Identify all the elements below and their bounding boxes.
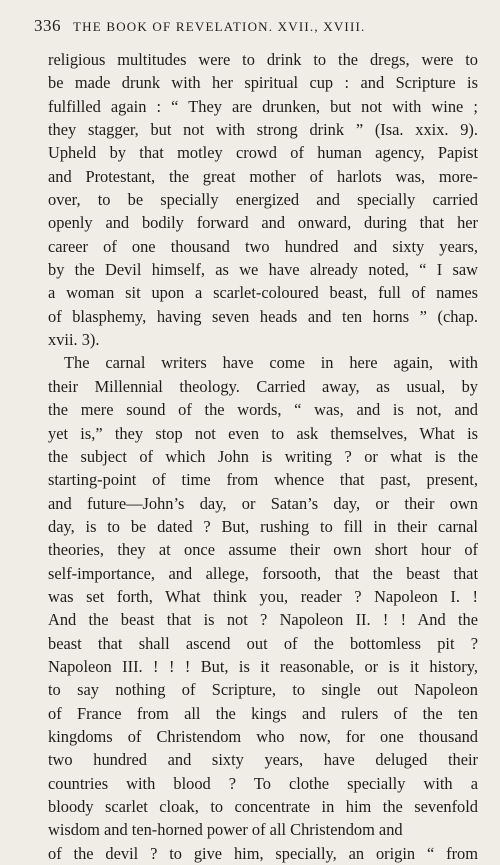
running-title: THE BOOK OF REVELATION. XVII., XVIII. — [73, 19, 366, 34]
text-line: starting-point of time from whence that past, present, — [48, 470, 478, 490]
text-line: of the devil ? to give him, specially, an origin “ from — [48, 843, 478, 863]
text-line: to say nothing of Scripture, to single out Napoleon — [48, 680, 478, 700]
text-line: The carnal writers have come in here again, with — [64, 353, 478, 373]
text-line: theories, they at once assume their own short hour of — [48, 540, 478, 560]
page-number: 336 — [34, 16, 61, 35]
text-line: the subject of which John is writing ? or what is the — [48, 446, 478, 466]
text-line: the mere sound of the words, “ was, and is not, and — [48, 400, 478, 420]
text-line: their Millennial theology. Carried away, as usual, by — [48, 376, 478, 396]
text-line: Napoleon III. ! ! ! But, is it reasonable, or is it history, — [48, 656, 478, 676]
text-line: they stagger, but not with strong drink ” (Isa. xxix. 9). — [48, 120, 478, 140]
text-line: over, to be specially energized and specially carried — [48, 190, 478, 210]
text-line: And the beast that is not ? Napoleon II. ! ! And the — [48, 610, 478, 630]
text-line: by the Devil himself, as we have already noted, “ I saw — [48, 260, 478, 280]
text-line: and Protestant, the great mother of harlots was, more- — [48, 166, 478, 186]
text-line: openly and bodily forward and onward, during that her — [48, 213, 478, 233]
text-line: was set forth, What think you, reader ? Napoleon I. ! — [48, 586, 478, 606]
text-line: bloody scarlet cloak, to concentrate in him the sevenfold — [48, 797, 478, 816]
text-line: two hundred and sixty years, have deluged their — [48, 750, 478, 770]
text-line: beast that shall ascend out of the bottomless pit ? — [48, 633, 478, 653]
text-line: yet is,” they stop not even to ask themselves, What is — [48, 423, 478, 443]
text-line: fulfilled again : “ They are drunken, but not with wine ; — [48, 96, 478, 116]
text-line: religious multitudes were to drink to the dregs, were to — [48, 50, 478, 69]
text-line: Upheld by that motley crowd of human agency, Papist — [48, 143, 478, 163]
page-header — [34, 16, 474, 36]
text-line: self-importance, and allege, forsooth, that the beast that — [48, 563, 478, 583]
text-line: countries with blood ? To clothe specially with a — [48, 773, 478, 793]
text-line: and future—John’s day, or Satan’s day, or their own — [48, 493, 478, 513]
text-line: wisdom and ten-horned power of all Christendom and — [48, 820, 403, 840]
text-line: day, is to be dated ? But, rushing to fill in their carnal — [48, 516, 478, 536]
text-line: career of one thousand two hundred and sixty years, — [48, 236, 478, 256]
text-line: xvii. 3). — [48, 330, 100, 350]
text-line: a woman sit upon a scarlet-coloured beast, full of names — [48, 283, 478, 303]
text-line: of France from all the kings and rulers of the ten — [48, 703, 478, 723]
text-line: be made drunk with her spiritual cup : and Scripture is — [48, 73, 478, 93]
body-text — [48, 48, 478, 865]
text-line: kingdoms of Christendom who now, for one thousand — [48, 726, 478, 746]
text-line: of blasphemy, having seven heads and ten horns ” (chap. — [48, 306, 478, 326]
